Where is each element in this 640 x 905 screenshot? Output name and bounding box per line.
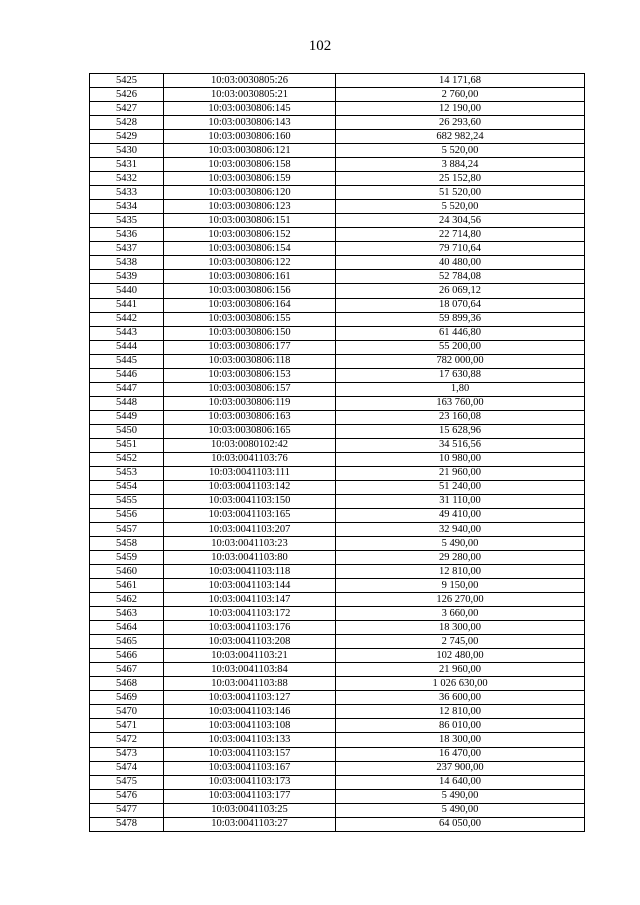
value-cell: 24 304,56 — [336, 214, 585, 228]
cadastral-number-cell: 10:03:0041103:84 — [164, 663, 336, 677]
value-cell: 86 010,00 — [336, 719, 585, 733]
cadastral-number-cell: 10:03:0041103:173 — [164, 775, 336, 789]
cadastral-number-cell: 10:03:0041103:146 — [164, 705, 336, 719]
cadastral-number-cell: 10:03:0030806:153 — [164, 368, 336, 382]
value-cell: 237 900,00 — [336, 761, 585, 775]
table-row — [90, 452, 585, 466]
cadastral-number-cell: 10:03:0030806:152 — [164, 228, 336, 242]
table-row — [90, 691, 585, 705]
value-cell: 64 050,00 — [336, 817, 585, 831]
value-cell: 9 150,00 — [336, 579, 585, 593]
cadastral-number-cell: 10:03:0030806:143 — [164, 116, 336, 130]
table-row — [90, 775, 585, 789]
row-number-cell: 5442 — [90, 312, 164, 326]
table-row — [90, 508, 585, 522]
value-cell: 59 899,36 — [336, 312, 585, 326]
row-number-cell: 5464 — [90, 621, 164, 635]
value-cell: 5 520,00 — [336, 144, 585, 158]
table-row — [90, 298, 585, 312]
cadastral-number-cell: 10:03:0030806:160 — [164, 130, 336, 144]
table-row — [90, 607, 585, 621]
row-number-cell: 5449 — [90, 410, 164, 424]
row-number-cell: 5471 — [90, 719, 164, 733]
value-cell: 25 152,80 — [336, 172, 585, 186]
row-number-cell: 5445 — [90, 354, 164, 368]
table-row — [90, 761, 585, 775]
table-row — [90, 368, 585, 382]
value-cell: 163 760,00 — [336, 396, 585, 410]
row-number-cell: 5458 — [90, 537, 164, 551]
table-row — [90, 214, 585, 228]
row-number-cell: 5461 — [90, 579, 164, 593]
page-number: 102 — [308, 38, 332, 54]
row-number-cell: 5473 — [90, 747, 164, 761]
value-cell: 782 000,00 — [336, 354, 585, 368]
row-number-cell: 5470 — [90, 705, 164, 719]
row-number-cell: 5451 — [90, 438, 164, 452]
cadastral-number-cell: 10:03:0030806:156 — [164, 284, 336, 298]
cadastral-number-cell: 10:03:0041103:167 — [164, 761, 336, 775]
row-number-cell: 5453 — [90, 466, 164, 480]
table-row — [90, 803, 585, 817]
row-number-cell: 5428 — [90, 116, 164, 130]
value-cell: 40 480,00 — [336, 256, 585, 270]
value-cell: 102 480,00 — [336, 649, 585, 663]
row-number-cell: 5459 — [90, 551, 164, 565]
row-number-cell: 5432 — [90, 172, 164, 186]
table-row — [90, 480, 585, 494]
cadastral-number-cell: 10:03:0041103:108 — [164, 719, 336, 733]
value-cell: 1 026 630,00 — [336, 677, 585, 691]
table-row — [90, 537, 585, 551]
value-cell: 51 520,00 — [336, 186, 585, 200]
table-body — [90, 74, 585, 832]
cadastral-number-cell: 10:03:0041103:208 — [164, 635, 336, 649]
row-number-cell: 5426 — [90, 88, 164, 102]
row-number-cell: 5437 — [90, 242, 164, 256]
cadastral-number-cell: 10:03:0041103:27 — [164, 817, 336, 831]
cadastral-number-cell: 10:03:0030806:122 — [164, 256, 336, 270]
row-number-cell: 5460 — [90, 565, 164, 579]
table-row — [90, 719, 585, 733]
value-cell: 2 760,00 — [336, 88, 585, 102]
cadastral-number-cell: 10:03:0080102:42 — [164, 438, 336, 452]
row-number-cell: 5441 — [90, 298, 164, 312]
value-cell: 36 600,00 — [336, 691, 585, 705]
cadastral-number-cell: 10:03:0030806:120 — [164, 186, 336, 200]
value-cell: 49 410,00 — [336, 508, 585, 522]
table-row — [90, 677, 585, 691]
value-cell: 5 520,00 — [336, 200, 585, 214]
table-row — [90, 340, 585, 354]
value-cell: 26 293,60 — [336, 116, 585, 130]
value-cell: 5 490,00 — [336, 803, 585, 817]
cadastral-number-cell: 10:03:0041103:176 — [164, 621, 336, 635]
row-number-cell: 5478 — [90, 817, 164, 831]
table-row — [90, 130, 585, 144]
row-number-cell: 5466 — [90, 649, 164, 663]
table-row — [90, 733, 585, 747]
table-row — [90, 158, 585, 172]
cadastral-number-cell: 10:03:0041103:111 — [164, 466, 336, 480]
row-number-cell: 5443 — [90, 326, 164, 340]
cadastral-number-cell: 10:03:0041103:177 — [164, 789, 336, 803]
value-cell: 51 240,00 — [336, 480, 585, 494]
cadastral-number-cell: 10:03:0041103:207 — [164, 523, 336, 537]
value-cell: 34 516,56 — [336, 438, 585, 452]
cadastral-number-cell: 10:03:0041103:142 — [164, 480, 336, 494]
row-number-cell: 5427 — [90, 102, 164, 116]
cadastral-number-cell: 10:03:0030806:158 — [164, 158, 336, 172]
cadastral-number-cell: 10:03:0030806:118 — [164, 354, 336, 368]
value-cell: 21 960,00 — [336, 663, 585, 677]
value-cell: 12 190,00 — [336, 102, 585, 116]
cadastral-value-table — [89, 73, 585, 832]
value-cell: 2 745,00 — [336, 635, 585, 649]
table-row — [90, 144, 585, 158]
cadastral-number-cell: 10:03:0030806:151 — [164, 214, 336, 228]
value-cell: 16 470,00 — [336, 747, 585, 761]
row-number-cell: 5444 — [90, 340, 164, 354]
table-row — [90, 410, 585, 424]
table-row — [90, 579, 585, 593]
row-number-cell: 5435 — [90, 214, 164, 228]
cadastral-number-cell: 10:03:0030806:164 — [164, 298, 336, 312]
table-row — [90, 200, 585, 214]
cadastral-number-cell: 10:03:0041103:80 — [164, 551, 336, 565]
row-number-cell: 5452 — [90, 452, 164, 466]
value-cell: 3 660,00 — [336, 607, 585, 621]
row-number-cell: 5456 — [90, 508, 164, 522]
value-cell: 682 982,24 — [336, 130, 585, 144]
table-row — [90, 102, 585, 116]
row-number-cell: 5425 — [90, 74, 164, 88]
table-row — [90, 705, 585, 719]
table-row — [90, 186, 585, 200]
cadastral-number-cell: 10:03:0030806:123 — [164, 200, 336, 214]
value-cell: 29 280,00 — [336, 551, 585, 565]
value-cell: 31 110,00 — [336, 494, 585, 508]
value-cell: 61 446,80 — [336, 326, 585, 340]
value-cell: 12 810,00 — [336, 705, 585, 719]
row-number-cell: 5455 — [90, 494, 164, 508]
table-row — [90, 621, 585, 635]
value-cell: 12 810,00 — [336, 565, 585, 579]
cadastral-number-cell: 10:03:0041103:133 — [164, 733, 336, 747]
table-row — [90, 593, 585, 607]
row-number-cell: 5469 — [90, 691, 164, 705]
row-number-cell: 5465 — [90, 635, 164, 649]
value-cell: 5 490,00 — [336, 537, 585, 551]
value-cell: 14 640,00 — [336, 775, 585, 789]
cadastral-number-cell: 10:03:0030806:155 — [164, 312, 336, 326]
table-row — [90, 284, 585, 298]
value-cell: 18 300,00 — [336, 733, 585, 747]
row-number-cell: 5439 — [90, 270, 164, 284]
value-cell: 23 160,08 — [336, 410, 585, 424]
table-row — [90, 466, 585, 480]
row-number-cell: 5476 — [90, 789, 164, 803]
row-number-cell: 5477 — [90, 803, 164, 817]
table-row — [90, 438, 585, 452]
cadastral-number-cell: 10:03:0030806:177 — [164, 340, 336, 354]
cadastral-number-cell: 10:03:0041103:76 — [164, 452, 336, 466]
row-number-cell: 5430 — [90, 144, 164, 158]
value-cell: 79 710,64 — [336, 242, 585, 256]
row-number-cell: 5474 — [90, 761, 164, 775]
row-number-cell: 5429 — [90, 130, 164, 144]
table-row — [90, 88, 585, 102]
row-number-cell: 5438 — [90, 256, 164, 270]
cadastral-number-cell: 10:03:0030806:154 — [164, 242, 336, 256]
table-row — [90, 326, 585, 340]
value-cell: 26 069,12 — [336, 284, 585, 298]
table-row — [90, 312, 585, 326]
row-number-cell: 5450 — [90, 424, 164, 438]
row-number-cell: 5467 — [90, 663, 164, 677]
table-row — [90, 74, 585, 88]
table-row — [90, 172, 585, 186]
cadastral-number-cell: 10:03:0041103:144 — [164, 579, 336, 593]
table-row — [90, 494, 585, 508]
row-number-cell: 5457 — [90, 523, 164, 537]
table-row — [90, 382, 585, 396]
row-number-cell: 5440 — [90, 284, 164, 298]
cadastral-number-cell: 10:03:0041103:127 — [164, 691, 336, 705]
value-cell: 22 714,80 — [336, 228, 585, 242]
row-number-cell: 5446 — [90, 368, 164, 382]
cadastral-number-cell: 10:03:0041103:88 — [164, 677, 336, 691]
table-row — [90, 523, 585, 537]
cadastral-number-cell: 10:03:0041103:25 — [164, 803, 336, 817]
value-cell: 52 784,08 — [336, 270, 585, 284]
cadastral-number-cell: 10:03:0030806:119 — [164, 396, 336, 410]
cadastral-number-cell: 10:03:0041103:23 — [164, 537, 336, 551]
value-cell: 15 628,96 — [336, 424, 585, 438]
cadastral-number-cell: 10:03:0041103:172 — [164, 607, 336, 621]
value-cell: 32 940,00 — [336, 523, 585, 537]
table-row — [90, 228, 585, 242]
row-number-cell: 5448 — [90, 396, 164, 410]
row-number-cell: 5463 — [90, 607, 164, 621]
value-cell: 55 200,00 — [336, 340, 585, 354]
cadastral-number-cell: 10:03:0030806:157 — [164, 382, 336, 396]
table-row — [90, 270, 585, 284]
table-row — [90, 649, 585, 663]
cadastral-number-cell: 10:03:0030805:21 — [164, 88, 336, 102]
cadastral-number-cell: 10:03:0030806:165 — [164, 424, 336, 438]
value-cell: 1,80 — [336, 382, 585, 396]
table-row — [90, 551, 585, 565]
value-cell: 17 630,88 — [336, 368, 585, 382]
value-cell: 3 884,24 — [336, 158, 585, 172]
cadastral-number-cell: 10:03:0030806:161 — [164, 270, 336, 284]
cadastral-number-cell: 10:03:0041103:165 — [164, 508, 336, 522]
table-row — [90, 354, 585, 368]
table-row — [90, 663, 585, 677]
value-cell: 126 270,00 — [336, 593, 585, 607]
cadastral-number-cell: 10:03:0030806:163 — [164, 410, 336, 424]
cadastral-number-cell: 10:03:0030806:159 — [164, 172, 336, 186]
table-row — [90, 747, 585, 761]
value-cell: 14 171,68 — [336, 74, 585, 88]
row-number-cell: 5433 — [90, 186, 164, 200]
table-row — [90, 424, 585, 438]
value-cell: 21 960,00 — [336, 466, 585, 480]
table-row — [90, 116, 585, 130]
row-number-cell: 5431 — [90, 158, 164, 172]
value-cell: 5 490,00 — [336, 789, 585, 803]
table-row — [90, 817, 585, 831]
value-cell: 18 070,64 — [336, 298, 585, 312]
row-number-cell: 5436 — [90, 228, 164, 242]
cadastral-number-cell: 10:03:0030806:121 — [164, 144, 336, 158]
table-row — [90, 396, 585, 410]
row-number-cell: 5462 — [90, 593, 164, 607]
cadastral-number-cell: 10:03:0030806:150 — [164, 326, 336, 340]
row-number-cell: 5475 — [90, 775, 164, 789]
cadastral-number-cell: 10:03:0041103:157 — [164, 747, 336, 761]
cadastral-number-cell: 10:03:0041103:118 — [164, 565, 336, 579]
cadastral-number-cell: 10:03:0030805:26 — [164, 74, 336, 88]
cadastral-number-cell: 10:03:0041103:21 — [164, 649, 336, 663]
table-row — [90, 635, 585, 649]
row-number-cell: 5472 — [90, 733, 164, 747]
table-row — [90, 256, 585, 270]
row-number-cell: 5454 — [90, 480, 164, 494]
value-cell: 10 980,00 — [336, 452, 585, 466]
table-row — [90, 565, 585, 579]
row-number-cell: 5434 — [90, 200, 164, 214]
row-number-cell: 5447 — [90, 382, 164, 396]
cadastral-number-cell: 10:03:0041103:150 — [164, 494, 336, 508]
table-row — [90, 789, 585, 803]
row-number-cell: 5468 — [90, 677, 164, 691]
value-cell: 18 300,00 — [336, 621, 585, 635]
cadastral-number-cell: 10:03:0030806:145 — [164, 102, 336, 116]
cadastral-number-cell: 10:03:0041103:147 — [164, 593, 336, 607]
table-row — [90, 242, 585, 256]
